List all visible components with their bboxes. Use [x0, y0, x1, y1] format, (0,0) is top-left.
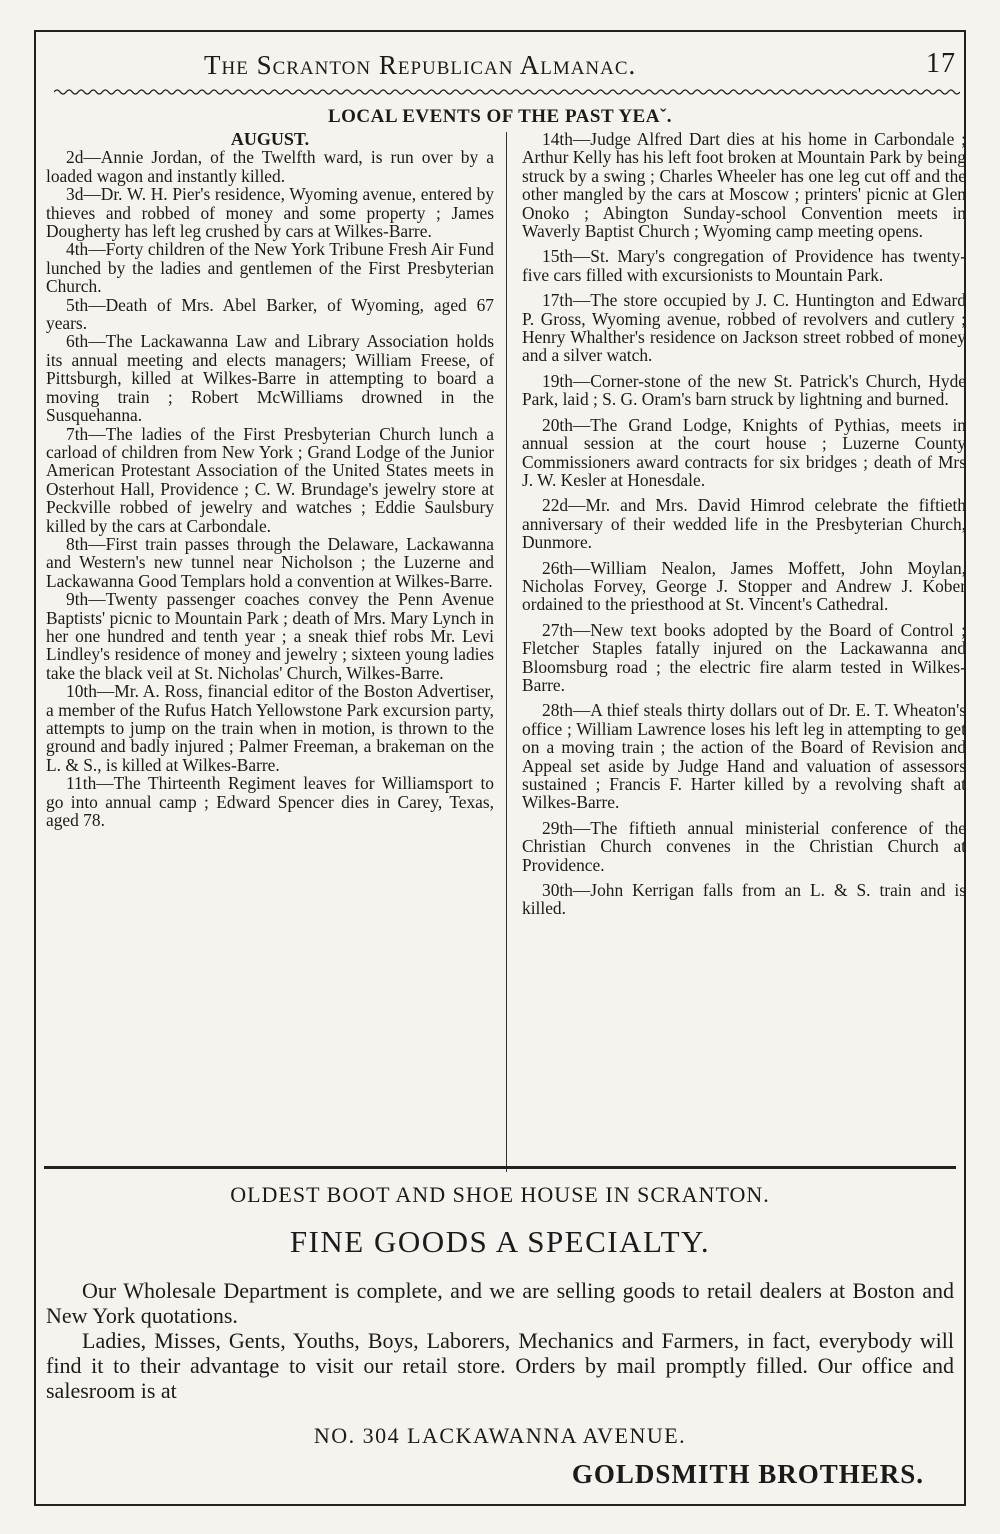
event-entry: 9th—Twenty passenger coaches convey the Penn Avenue Baptists' picnic to Mountain Park ; death of Mrs. Mary Lynch in her one hundred and tenth year ; a sneak thief robs Mr. Levi Lindley's residence of money and jewelry ; sixteen young ladies take the black veil at St. Nicholas' Church, Wilkes-Barre.	[46, 589, 494, 683]
event-entry: 7th—The ladies of the First Presbyterian Church lunch a carload of children from New York ; Grand Lodge of the Junior American Protestant Association of the United States meets in Osterhout Hall, Providence ; C. W. Brundage's jewelry store at Peckville robbed of jewelry and watches ; Eddie Saulsbury killed by the cars at Carbondale.	[46, 423, 494, 536]
event-entry: 19th—Corner-stone of the new St. Patrick's Church, Hyde Park, laid ; S. G. Oram's barn struck by lightning and burned.	[522, 370, 966, 410]
advert-signature: GOLDSMITH BROTHERS.	[571, 1459, 924, 1489]
event-entry: 2d—Annie Jordan, of the Twelfth ward, is run over by a loaded wagon and instantly killed.	[46, 147, 494, 186]
advert-address: NO. 304 LACKAWANNA AVENUE.	[313, 1423, 687, 1448]
right-column	[522, 130, 966, 925]
event-entry: 15th—St. Mary's congregation of Providence has twenty-five cars filled with excursionists to Mountain Park.	[522, 246, 966, 285]
publication-title: The Scranton Republican Almanac.	[204, 50, 637, 80]
event-entry: 30th—John Kerrigan falls from an L. & S. train and is killed.	[522, 880, 966, 919]
event-entry: 4th—Forty children of the New York Tribune Fresh Air Fund lunched by the ladies and gentlemen of the First Presbyterian Church.	[46, 239, 494, 297]
month-heading: AUGUST.	[230, 129, 310, 149]
event-entry: 26th—William Nealon, James Moffett, John Moylan, Nicholas Forvey, George J. Stopper and Andrew J. Kober ordained to the priesthood at St. Vincent's Cathedral.	[522, 557, 966, 615]
event-entry: 14th—Judge Alfred Dart dies at his home in Carbondale ; Arthur Kelly has his left foot broken at Mountain Park by being struck by a swing ; Charles Wheeler has one leg cut off and the other mangled by the cars at Moscow ; printers' picnic at Glen Onoko ; Abington Sunday-school Convention meets in Waverly Baptist Church ; Wyoming camp meeting opens.	[522, 129, 966, 242]
event-entry: 6th—The Lackawanna Law and Library Association holds its annual meeting and elects managers; William Freese, of Pittsburgh, killed at Wilkes-Barre in attempting to board a moving train ; Robert McWilliams drowned in the Susquehanna.	[46, 331, 494, 426]
event-entry: 5th—Death of Mrs. Abel Barker, of Wyoming, aged 67 years.	[46, 294, 494, 334]
advert-paragraph: Ladies, Misses, Gents, Youths, Boys, Laborers, Mechanics and Farmers, in fact, everybody will find it to their advantage to visit our retail store. Orders by mail promptly filled. Our office and salesroom is at	[46, 1328, 954, 1403]
event-entry: 3d—Dr. W. H. Pier's residence, Wyoming avenue, entered by thieves and robbed of money and some property ; James Dougherty has left leg crushed by cars at Wilkes-Barre.	[46, 184, 494, 242]
advert-rule	[44, 1166, 956, 1169]
page-number: 17	[926, 48, 956, 79]
advert-subhead: FINE GOODS A SPECIALTY.	[289, 1224, 711, 1259]
event-entry: 22d—Mr. and Mrs. David Himrod celebrate the fiftieth anniversary of their wedded life in the Presbyterian Church, Dunmore.	[522, 495, 966, 553]
advert-paragraph: Our Wholesale Department is complete, and we are selling goods to retail dealers at Boston and New York quotations.	[46, 1278, 954, 1328]
event-entry: 10th—Mr. A. Ross, financial editor of the Boston Advertiser, a member of the Rufus Hatch Yellowstone Park excursion party, attempts to jump on the train when in motion, is thrown to the ground and badly injured ; Palmer Freeman, a brakeman on the L. & S., is killed at Wilkes-Barre.	[46, 681, 494, 775]
event-entry: 28th—A thief steals thirty dollars out of Dr. E. T. Wheaton's office ; William Lawrence loses his left leg in attempting to get on a moving train ; the action of the Board of Revision and Appeal set aside by Judge Hand and valuation of assessors sustained ; Francis F. Harter killed by a revolving shaft at Wilkes-Barre.	[522, 700, 966, 813]
event-entry: 11th—The Thirteenth Regiment leaves for Williamsport to go into annual camp ; Edward Spencer dies in Carey, Texas, aged 78.	[46, 773, 494, 831]
column-divider	[506, 132, 507, 1172]
section-title: LOCAL EVENTS OF THE PAST YEAˇ.	[327, 106, 673, 127]
running-head	[36, 46, 964, 86]
wavy-rule	[54, 88, 960, 96]
left-column	[46, 130, 494, 829]
advert-headline: OLDEST BOOT AND SHOE HOUSE IN SCRANTON.	[230, 1182, 770, 1207]
event-entry: 8th—First train passes through the Delaware, Lackawanna and Western's new tunnel near Nicholson ; the Luzerne and Lackawanna Good Templars hold a convention at Wilkes-Barre.	[46, 533, 494, 591]
event-entry: 29th—The fiftieth annual ministerial conference of the Christian Church convenes in the Christian Church at Providence.	[522, 817, 966, 875]
event-entry: 20th—The Grand Lodge, Knights of Pythias, meets in annual session at the court house ; Luzerne County Commissioners award contracts for six bridges ; death of Mrs J. W. Kesler at Honesdale.	[522, 414, 966, 490]
event-entry: 27th—New text books adopted by the Board of Control ; Fletcher Staples fatally injured on the Lackawanna and Bloomsburg road ; the electric fire alarm tested in Wilkes-Barre.	[522, 619, 966, 695]
event-entry: 17th—The store occupied by J. C. Huntington and Edward P. Gross, Wyoming avenue, robbed of revolvers and cutlery ; Henry Whalther's residence on Jackson street robbed of money and a silver watch.	[522, 290, 966, 366]
advertisement	[46, 1182, 954, 1490]
almanac-page	[34, 30, 966, 1506]
